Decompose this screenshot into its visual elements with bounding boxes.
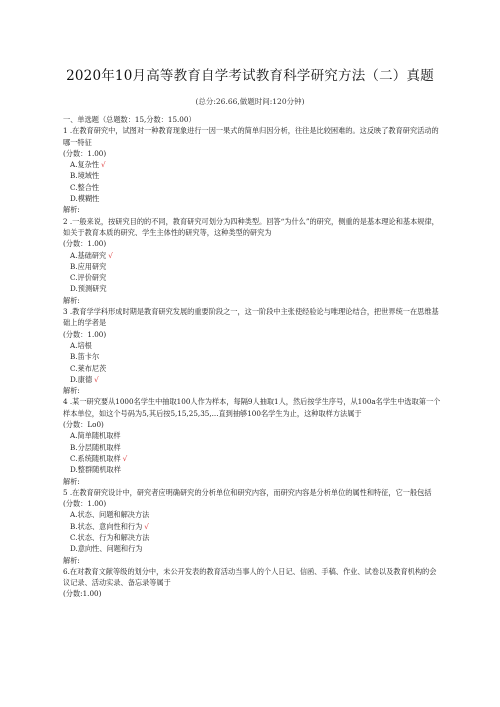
analysis-label: 解析: xyxy=(63,205,80,215)
option-label: D.模糊性 xyxy=(70,194,100,204)
option-label: C.整合性 xyxy=(70,182,100,192)
option-label: A.简单随机取样 xyxy=(70,431,121,441)
option-label: C.莱布尼茨 xyxy=(70,363,107,373)
option-label: C.系统随机取样 xyxy=(70,453,121,463)
option-list xyxy=(63,250,441,295)
answer-option xyxy=(70,543,441,554)
option-label: D.意向性、问题和行为 xyxy=(70,544,143,554)
option-label: B.笛卡尔 xyxy=(70,352,100,362)
answer-option xyxy=(70,272,441,283)
question-item xyxy=(63,216,441,306)
question-stem: 4 .某一研究要从1000名学生中抽取100人作为样本，每隔9人抽取1人，然后按学生序号，从100a名学生中选取第一个样本单位，如这个号码为5,其后按5,15,25,35,...直到抽够100名学生为止，这种取样方法属于 xyxy=(63,397,441,418)
answer-option xyxy=(70,283,441,294)
option-list xyxy=(63,159,441,204)
question-item xyxy=(63,487,441,566)
question-score: (分数：1.00) xyxy=(63,499,107,509)
answer-option xyxy=(70,509,441,520)
answer-option xyxy=(70,182,441,193)
answer-option xyxy=(70,261,441,272)
answer-option xyxy=(70,532,441,543)
answer-option xyxy=(70,363,441,374)
answer-option xyxy=(70,442,441,453)
analysis-label: 解析: xyxy=(63,555,80,565)
question-score: (分数：1.00) xyxy=(63,148,107,158)
question-item xyxy=(63,396,441,486)
option-label: B.境域性 xyxy=(70,171,100,181)
option-list xyxy=(63,509,441,554)
question-score: (分数：1.00) xyxy=(63,329,107,339)
section-heading: 一、单选题（总题数：15,分数：15.00） xyxy=(63,115,196,124)
answer-option xyxy=(70,374,441,385)
answer-option xyxy=(70,521,441,532)
question-stem: 2 .一般来说，按研究目的的不同，教育研究可划分为四种类型。回答“为什么”的研究，侧重的是基本理论和基本规律，如关于教育本质的研究、学生主体性的研究等，这种类型的研究为 xyxy=(63,216,439,237)
answer-option xyxy=(70,430,441,441)
question-stem: 6.在对教育文献等级的划分中，未公开发表的教育活动当事人的个人日记、信函、手稿、作业、试卷以及教育机构的会议记录、活动实录、备忘录等属于 xyxy=(63,566,437,588)
exam-info: (总分:26.66,做题时间:120分钟) xyxy=(195,97,305,106)
answer-option xyxy=(70,453,441,464)
option-label: C.状态、行为和解决方法 xyxy=(70,532,150,542)
option-label: B.状态、意向性和行为 xyxy=(70,521,143,531)
answer-option xyxy=(70,250,441,261)
option-label: C.评价研究 xyxy=(70,273,107,283)
option-label: A.状态、问题和解决方法 xyxy=(70,510,150,520)
option-list xyxy=(63,430,441,475)
option-label: B.应用研究 xyxy=(70,261,107,271)
exam-body xyxy=(63,114,441,600)
question-score: (分数：Lo0) xyxy=(63,420,104,430)
question-item xyxy=(63,306,441,396)
checkmark-icon: √ xyxy=(101,160,106,170)
question-stem: 3 .教育学学科形成时期是教育研究发展的重要阶段之一，这一阶段中主张使经验论与唯理论结合，把世界统一在思维基础上的学者是 xyxy=(63,307,439,328)
analysis-label: 解析: xyxy=(63,295,80,305)
question-item xyxy=(63,125,441,215)
analysis-label: 解析: xyxy=(63,386,80,396)
question-stem: 5 .在教育研究设计中，研究者应明确研究的分析单位和研究内容，而研究内容是分析单位的属性和特征，它一般包括 xyxy=(63,487,432,497)
page-title: 2020年10月高等教育自学考试教育科学研究方法（二）真题 xyxy=(66,68,434,84)
checkmark-icon: √ xyxy=(108,250,113,260)
option-label: A.培根 xyxy=(70,340,92,350)
option-label: D.康德 xyxy=(70,374,93,384)
option-list xyxy=(63,340,441,385)
question-score: (分数：1.00) xyxy=(63,239,107,249)
answer-option xyxy=(70,170,441,181)
question-stem: 1 .在教育研究中，试图对一种教育现象进行一因一果式的简单归因分析，往往是比较困难的。这反映了教育研究活动的哪一特征 xyxy=(63,126,439,147)
option-label: A.基础研究 xyxy=(70,250,107,260)
answer-option xyxy=(70,340,441,351)
checkmark-icon: √ xyxy=(94,374,99,384)
analysis-label: 解析: xyxy=(63,476,80,486)
option-label: A.复杂性 xyxy=(70,160,100,170)
answer-option xyxy=(70,193,441,204)
answer-option xyxy=(70,351,441,362)
answer-option xyxy=(70,159,441,170)
checkmark-icon: √ xyxy=(144,521,149,531)
option-label: D.预测研究 xyxy=(70,284,107,294)
question-score: (分数:1.00) xyxy=(63,589,102,599)
option-label: D.整群随机取样 xyxy=(70,465,121,475)
answer-option xyxy=(70,464,441,475)
checkmark-icon: √ xyxy=(122,453,128,463)
question-list xyxy=(63,125,441,599)
question-item xyxy=(63,566,441,600)
option-label: B.分层随机取样 xyxy=(70,442,121,452)
